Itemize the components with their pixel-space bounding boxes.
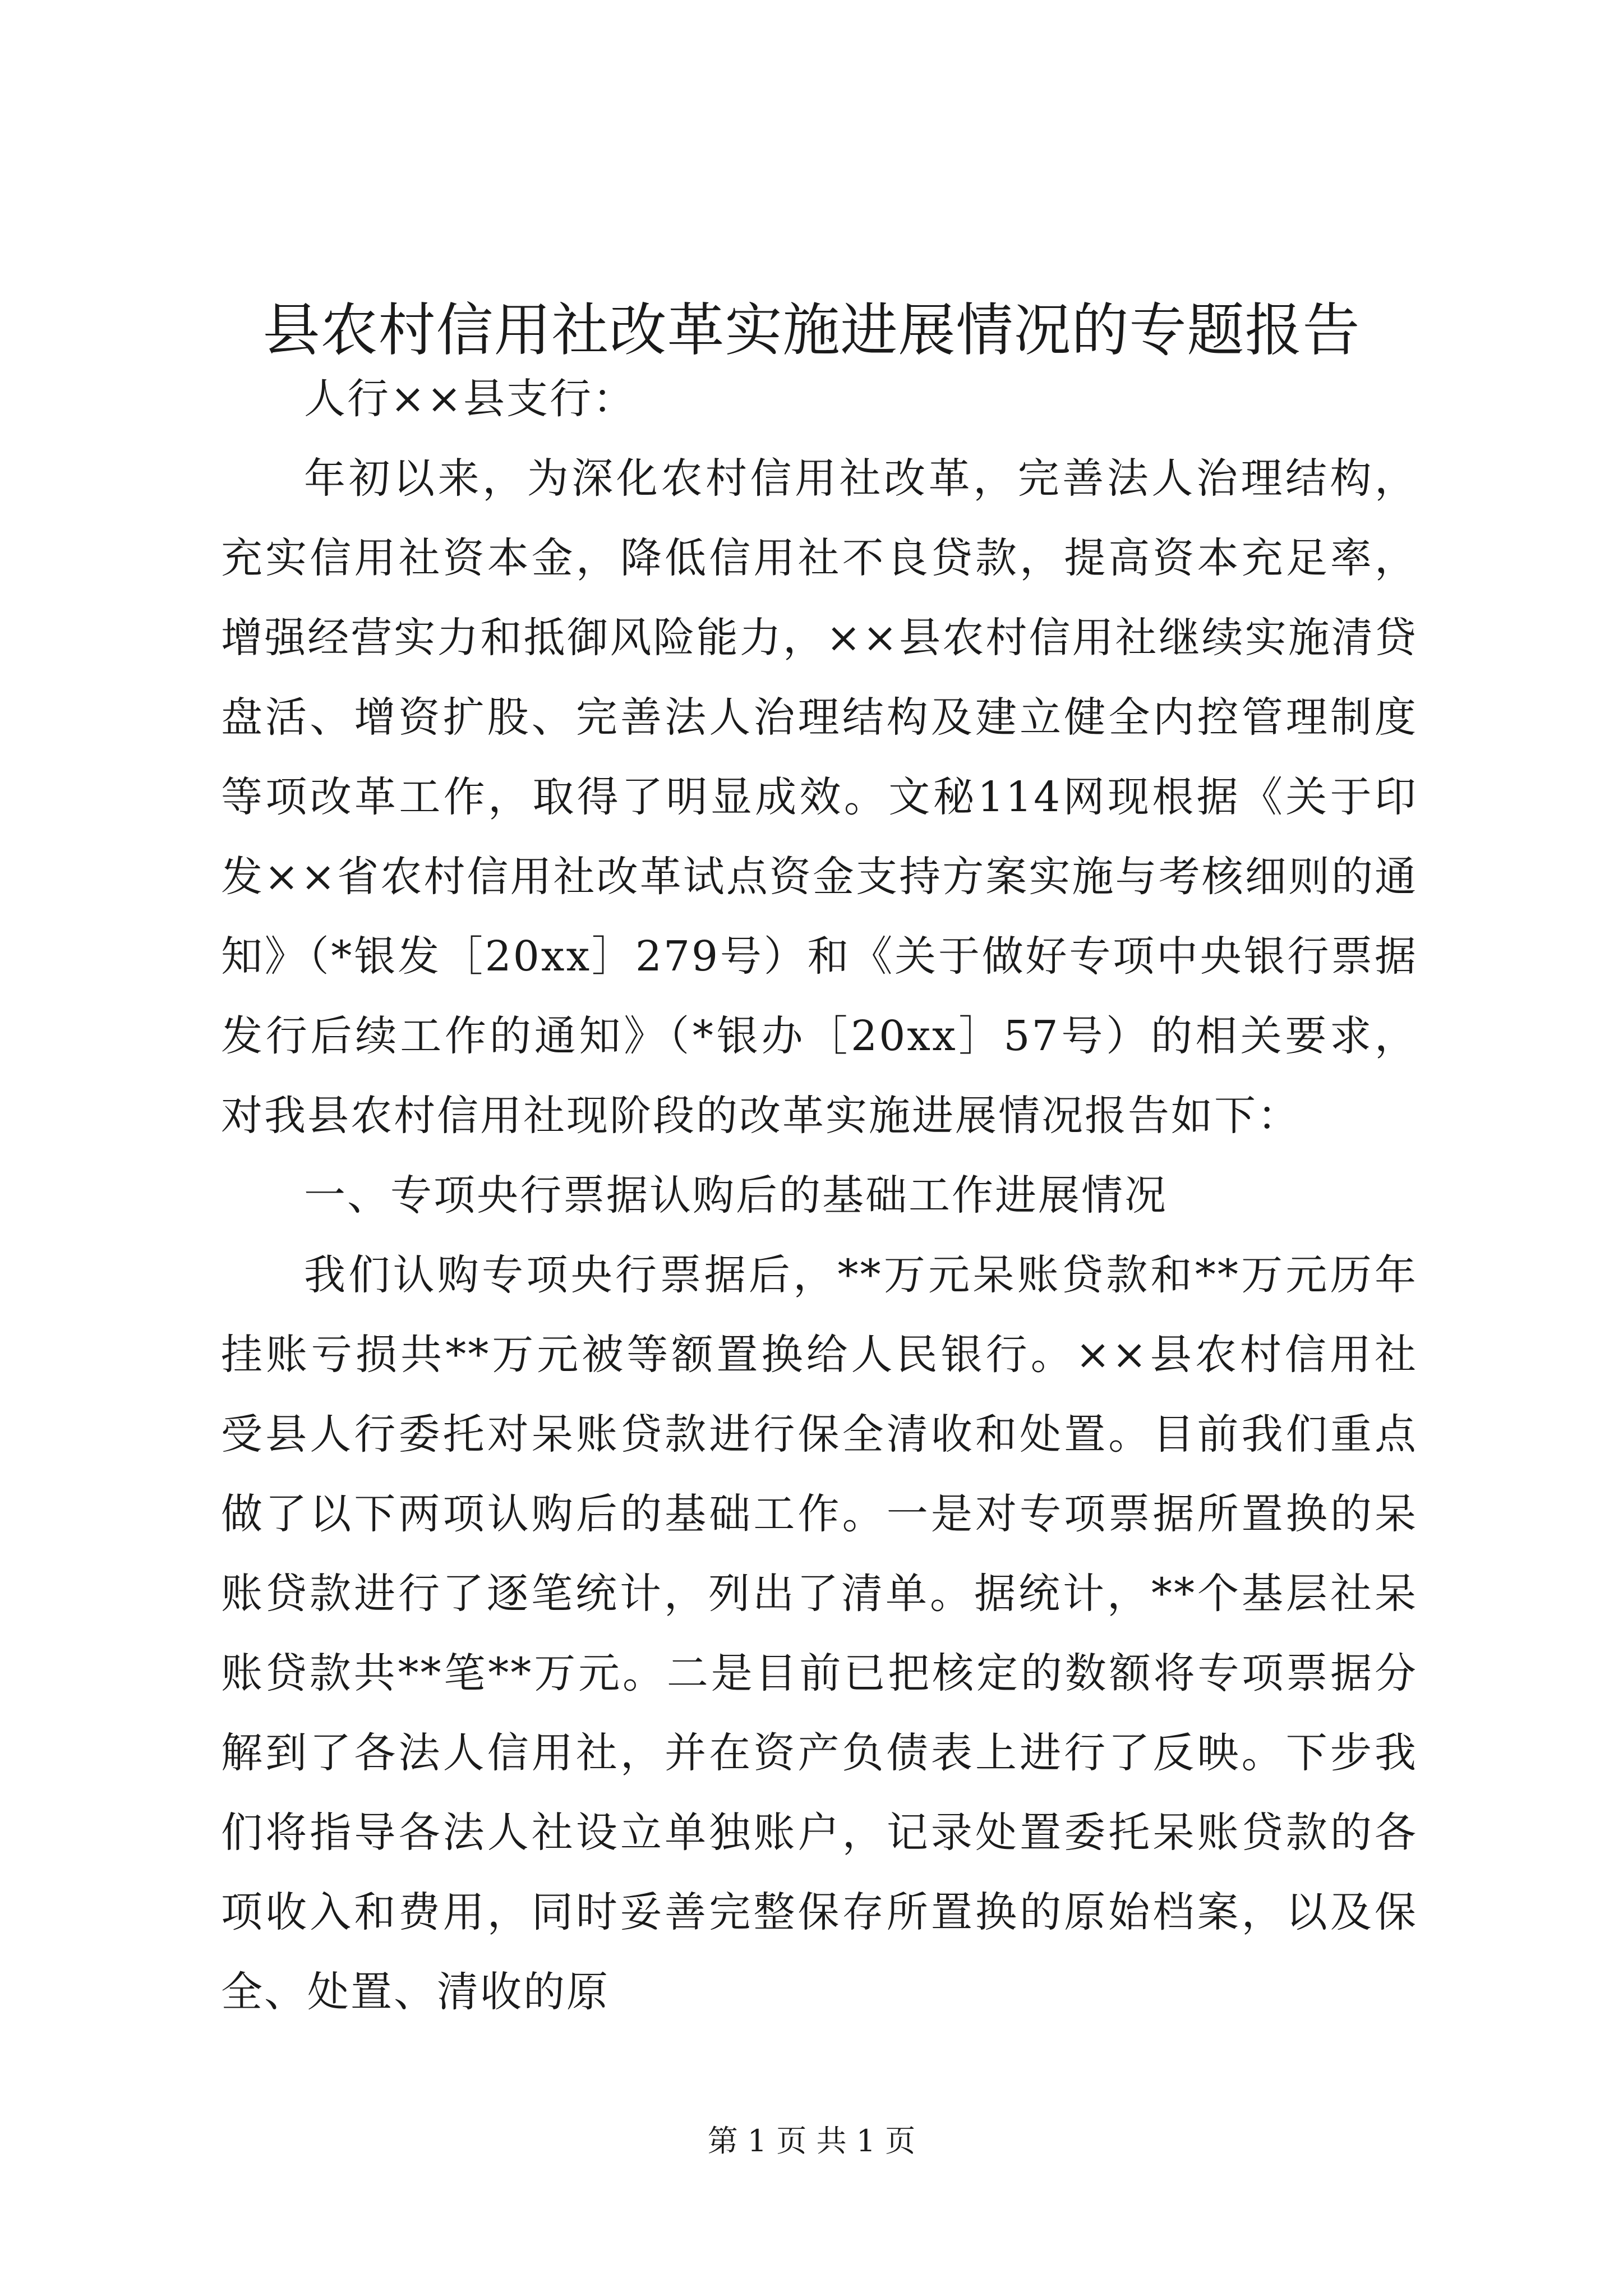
document-body <box>221 359 1418 2032</box>
paragraph-section-1: 我们认购专项央行票据后，**万元呆账贷款和**万元历年挂账亏损共**万元被等额置换给人民银行。××县农村信用社受县人行委托对呆账贷款进行保全清收和处置。目前我们重点做了以下两项认购后的基础工作。一是对专项票据所置换的呆账贷款进行了逐笔统计，列出了清单。据统计，**个基层社呆账贷款共**笔**万元。二是目前已把核定的数额将专项票据分解到了各法人信用社，并在资产负债表上进行了反映。下步我们将指导各法人社设立单独账户，记录处置委托呆账贷款的各项收入和费用，同时妥善完整保存所置换的原始档案，以及保全、处置、清收的原 <box>221 1251 1418 2016</box>
page-footer: 第 1 页 共 1 页 <box>707 2123 916 2159</box>
document-title: 县农村信用社改革实施进展情况的专题报告 <box>262 297 1361 364</box>
paragraph-intro: 年初以来，为深化农村信用社改革，完善法人治理结构，充实信用社资本金，降低信用社不良贷款，提高资本充足率，增强经营实力和抵御风险能力，××县农村信用社继续实施清贷盘活、增资扩股、完善法人治理结构及建立健全内控管理制度等项改革工作，取得了明显成效。文秘114网现根据《关于印发××省农村信用社改革试点资金支持方案实施与考核细则的通知》（*银发［20xx］279号）和《关于做好专项中央银行票据发行后续工作的通知》（*银办［20xx］57号）的相关要求，对我县农村信用社现阶段的改革实施进展情况报告如下： <box>221 454 1418 1140</box>
section-heading-1: 一、专项央行票据认购后的基础工作进展情况 <box>304 1171 1168 1220</box>
salutation: 人行××县支行： <box>304 375 637 423</box>
